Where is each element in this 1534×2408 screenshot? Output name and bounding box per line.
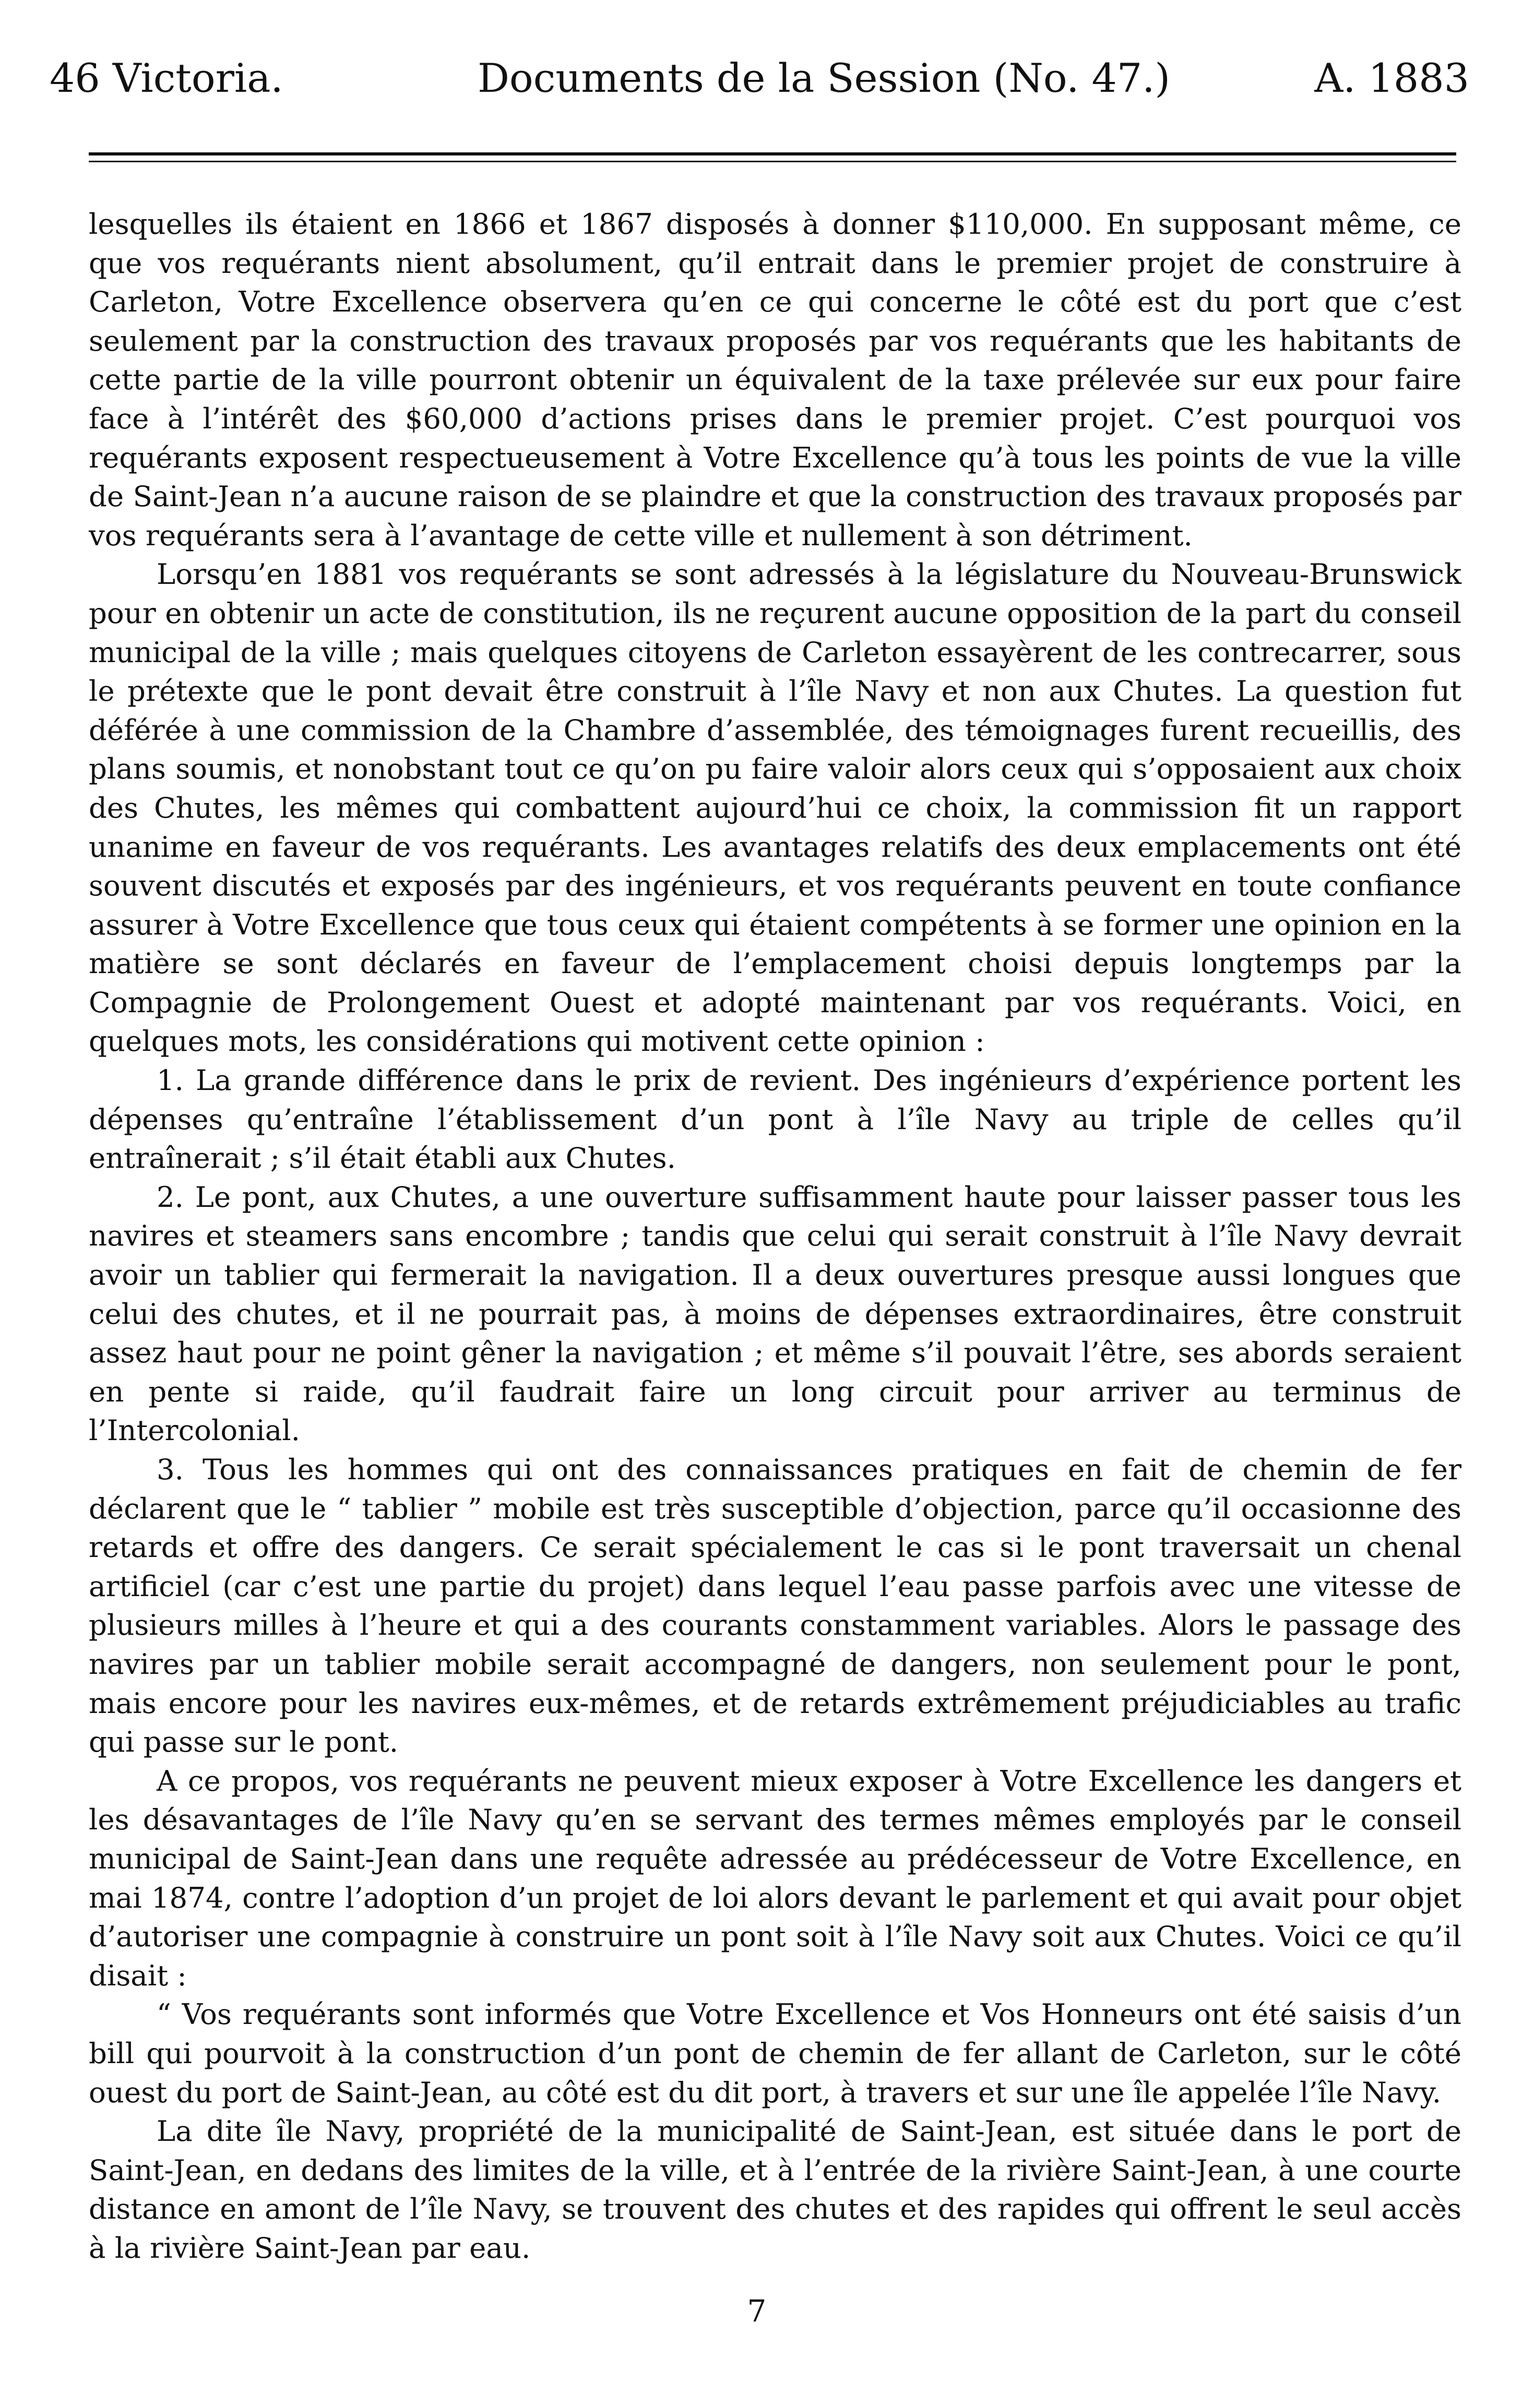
numbered-paragraph: 3. Tous les hommes qui ont des connaissances pratiques en fait de chemin de fer déclarent que le “ tablier ” mobile est très susceptible d’objection, parce qu’il occasionne des retards et offre des dangers. Ce serait spécialement le cas si le pont traversait un chenal artificiel (car c’est une partie du projet) dans lequel l’eau passe parfois avec une vitesse de plusieurs milles à l’heure et qui a des courants constamment variables. Alors le passage des navires par un tablier mobile serait accompagné de dangers, non seulement pour le pont, mais encore pour les navires eux-mêmes, et de retards extrêmement préjudiciables au trafic qui passe sur le pont. [89,1453,1461,1759]
page-number: 7 [747,2293,767,2329]
page-header [50,50,1469,107]
paragraph: A ce propos, vos requérants ne peuvent mieux exposer à Votre Excellence les dangers et les désavantages de l’île Navy qu’en se servant des termes mêmes employés par le conseil municipal de Saint-Jean dans une requête adressée au prédécesseur de Votre Excellence, en mai 1874, contre l’adoption d’un projet de loi alors devant le parlement et qui avait pour objet d’autoriser une compagnie à construire un pont soit à l’île Navy soit aux Chutes. Voici ce qu’il disait : [89,1764,1461,1992]
header-rule-thin [89,161,1456,162]
header-session-volume: 46 Victoria. [50,55,283,101]
paragraph: Lorsqu’en 1881 vos requérants se sont adressés à la législature du Nouveau-Brunswick pour en obtenir un acte de constitution, ils ne reçurent aucune opposition de la part du conseil municipal de la ville ; mais quelques citoyens de Carleton essayèrent de les contrecarrer, sous le prétexte que le pont devait être construit à l’île Navy et non aux Chutes. La question fut déférée à une commission de la Chambre d’assemblée, des témoignages furent recueillis, des plans soumis, et nonobstant tout ce qu’on pu faire valoir alors ceux qui s’opposaient aux choix des Chutes, les mêmes qui combattent aujourd’hui ce choix, la commission fit un rapport unanime en faveur de vos requérants. Les avantages relatifs des deux emplacements ont été souvent discutés et exposés par des ingénieurs, et vos requérants peuvent en toute confiance assurer à Votre Excellence que tous ceux qui étaient compétents à se former une opinion en la matière se sont déclarés en faveur de l’emplacement choisi depuis longtemps par la Compagnie de Prolongement Ouest et adopté maintenant par vos requérants. Voici, en quelques mots, les considérations qui motivent cette opinion : [89,557,1461,1058]
paragraph: lesquelles ils étaient en 1866 et 1867 disposés à donner $110,000. En supposant même, ce que vos requérants nient absolument, qu’il entrait dans le premier projet de construire à Carleton, Votre Excellence observera qu’en ce qui concerne le côté est du port que c’est seulement par la construction des travaux proposés par vos requérants que les habitants de cette partie de la ville pourront obtenir un équivalent de la taxe prélevée sur eux pour faire face à l’intérêt des $60,000 d’actions prises dans le premier projet. C’est pourquoi vos requérants exposent respectueusement à Votre Excellence qu’à tous les points de vue la ville de Saint-Jean n’a aucune raison de se plaindre et que la construction des travaux proposés par vos requérants sera à l’avantage de cette ville et nullement à son détriment. [89,207,1461,552]
numbered-paragraph: 1. La grande différence dans le prix de revient. Des ingénieurs d’expérience portent les dépenses qu’entraîne l’établissement d’un pont à l’île Navy au triple de celles qu’il entraînerait ; s’il était établi aux Chutes. [89,1063,1461,1175]
quoted-paragraph: “ Vos requérants sont informés que Votre Excellence et Vos Honneurs ont été saisis d’un bill qui pourvoit à la construction d’un pont de chemin de fer allant de Carleton, sur le côté ouest du port de Saint-Jean, au côté est du dit port, à travers et sur une île appelée l’île Navy. [89,1997,1461,2109]
header-year: A. 1883 [1314,55,1469,101]
quoted-paragraph: La dite île Navy, propriété de la municipalité de Saint-Jean, est située dans le port de Saint-Jean, en dedans des limites de la ville, et à l’entrée de la rivière Saint-Jean, à une courte distance en amont de l’île Navy, se trouvent des chutes et des rapides qui offrent le seul accès à la rivière Saint-Jean par eau. [89,2114,1461,2265]
numbered-paragraph: 2. Le pont, aux Chutes, a une ouverture suffisamment haute pour laisser passer tous les navires et steamers sans encombre ; tandis que celui qui serait construit à l’île Navy devrait avoir un tablier qui fermerait la navigation. Il a deux ouvertures presque aussi longues que celui des chutes, et il ne pourrait pas, à moins de dépenses extraordinaires, être construit assez haut pour ne point gêner la navigation ; et même s’il pouvait l’être, ses abords seraient en pente si raide, qu’il faudrait faire un long circuit pour arriver au terminus de l’Intercolonial. [89,1180,1461,1447]
body-text [89,205,1461,2267]
header-document-title: Documents de la Session (No. 47.) [478,55,1171,101]
header-rule-thick [89,152,1456,155]
